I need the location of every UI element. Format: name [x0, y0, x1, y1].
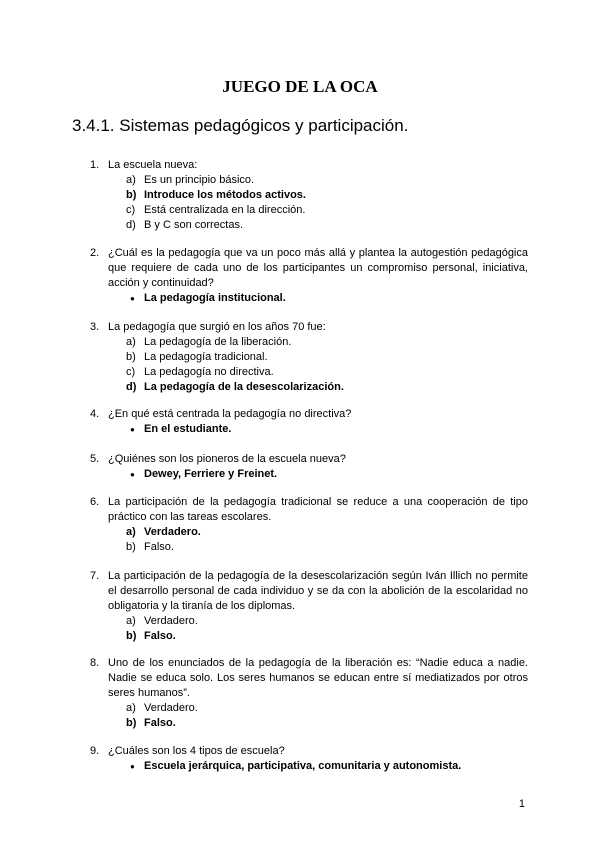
question-text: ¿Cuáles son los 4 tipos de escuela? — [108, 745, 285, 757]
question-1 — [90, 158, 528, 233]
option-a: a) Verdadero. — [126, 702, 198, 714]
answer-options — [90, 614, 528, 644]
question-6 — [90, 495, 528, 555]
question-text: La participación de la pedagogía de la desescolarización según Iván Illich no permite el desarrollo personal de cada individuo y se da con la abolición de la escolaridad no obligatoria y la tiranía de los diplomas. — [108, 570, 528, 612]
option-d-correct: d) La pedagogía de la desescolarización. — [126, 381, 344, 393]
option-b: b) La pedagogía tradicional. — [126, 351, 268, 363]
question-8 — [90, 656, 528, 731]
question-number: 7. — [90, 570, 100, 582]
page-number: 1 — [518, 798, 525, 810]
question-number: 4. — [90, 408, 100, 420]
answer-options — [90, 759, 528, 774]
section-heading: 3.4.1. Sistemas pedagógicos y participación. — [72, 116, 409, 135]
option-a: a) Es un principio básico. — [126, 174, 255, 186]
option-a-correct: a) Verdadero. — [126, 526, 201, 538]
question-text: La pedagogía que surgió en los años 70 fue: — [108, 321, 326, 333]
answer-options — [90, 335, 528, 395]
option-b-correct: b) Falso. — [126, 717, 176, 729]
question-text: ¿Cuál es la pedagogía que va un poco más allá y plantea la autogestión pedagógica que requiere de cada uno de los participantes un compromiso personal, iniciativa, acción y continuidad? — [108, 247, 528, 289]
option-b: b) Falso. — [126, 541, 174, 553]
answer-bullet: ● Escuela jerárquica, participativa, comunitaria y autonomista. — [130, 760, 462, 772]
answer-options — [90, 525, 528, 555]
option-d: d) B y C son correctas. — [126, 219, 244, 231]
answer-options — [90, 173, 528, 233]
question-7 — [90, 569, 528, 644]
question-number: 1. — [90, 159, 100, 171]
answer-options — [90, 291, 528, 306]
answer-bullet: ● La pedagogía institucional. — [130, 292, 286, 304]
question-number: 9. — [90, 745, 100, 757]
question-4 — [90, 407, 528, 437]
question-number: 3. — [90, 321, 100, 333]
option-b-correct: b) Introduce los métodos activos. — [126, 189, 306, 201]
question-text: Uno de los enunciados de la pedagogía de la liberación es: “Nadie educa a nadie. Nadie se educa solo. Los seres humanos se educan entre sí mediatizados por otros seres humanos”. — [108, 657, 528, 699]
answer-bullet: ● En el estudiante. — [130, 423, 232, 435]
document-title: JUEGO DE LA OCA — [222, 77, 378, 96]
answer-bullet: ● Dewey, Ferriere y Freinet. — [130, 468, 278, 480]
option-c: c) La pedagogía no directiva. — [126, 366, 274, 378]
question-3 — [90, 320, 528, 395]
question-number: 6. — [90, 496, 100, 508]
question-text: ¿Quiénes son los pioneros de la escuela nueva? — [108, 453, 346, 465]
option-c: c) Está centralizada en la dirección. — [126, 204, 306, 216]
question-9 — [90, 744, 528, 774]
answer-options — [90, 467, 528, 482]
question-number: 5. — [90, 453, 100, 465]
question-2 — [90, 246, 528, 306]
question-number: 2. — [90, 247, 100, 259]
question-5 — [90, 452, 528, 482]
option-a: a) La pedagogía de la liberación. — [126, 336, 292, 348]
answer-options — [90, 701, 528, 731]
question-text: ¿En qué está centrada la pedagogía no directiva? — [108, 408, 352, 420]
option-b-correct: b) Falso. — [126, 630, 176, 642]
option-a: a) Verdadero. — [126, 615, 198, 627]
question-text: La participación de la pedagogía tradicional se reduce a una cooperación de tipo práctico con las tareas escolares. — [108, 496, 528, 523]
question-number: 8. — [90, 657, 100, 669]
question-text: La escuela nueva: — [108, 159, 198, 171]
answer-options — [90, 422, 528, 437]
